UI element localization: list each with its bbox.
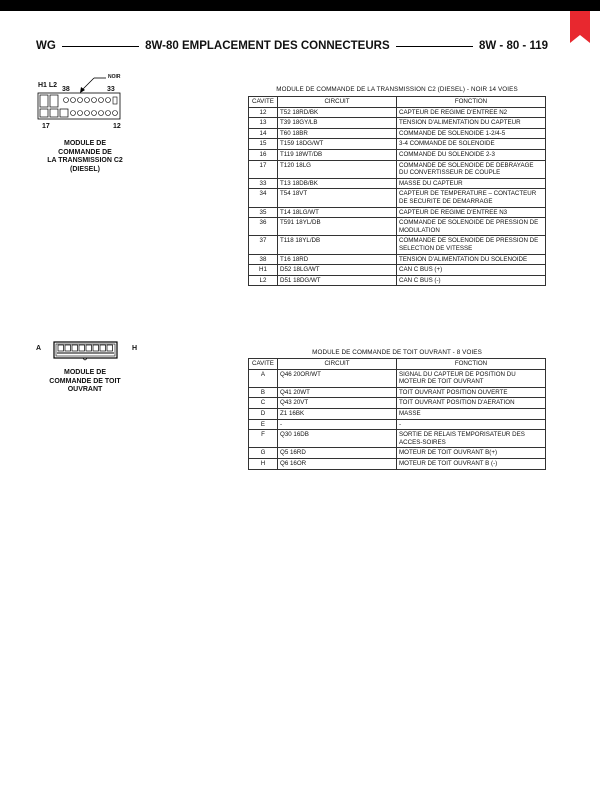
cavite-cell: 13 (249, 118, 278, 129)
table-row (249, 218, 546, 236)
pin-label: A (36, 345, 42, 352)
pin-label: 12 (113, 123, 121, 130)
cavite-cell: G (249, 448, 278, 459)
table-row (249, 419, 546, 430)
column-header: CAVITE (249, 359, 278, 370)
cavite-cell: H (249, 458, 278, 469)
fonction-cell: MOTEUR DE TOIT OUVRANT B (-) (397, 458, 546, 469)
circuit-cell: Q46 20OR/WT (278, 369, 397, 387)
column-header: CAVITE (249, 97, 278, 108)
top-bar (0, 0, 600, 11)
page-number: 8W - 80 - 119 (478, 40, 549, 52)
cavite-cell: 33 (249, 178, 278, 189)
cavite-cell: B (249, 387, 278, 398)
fonction-cell: SIGNAL DU CAPTEUR DE POSITION DU MOTEUR DE TOIT OUVRANT (397, 369, 546, 387)
column-header: CIRCUIT (278, 97, 397, 108)
cavite-cell: 14 (249, 128, 278, 139)
fonction-cell: CAN C BUS (+) (397, 265, 546, 276)
pin-label: 33 (107, 86, 115, 93)
fonction-cell: COMMANDE DE SOLENOIDE 1-2/4-5 (397, 128, 546, 139)
cavite-cell: A (249, 369, 278, 387)
fonction-cell: CAPTEUR DE REGIME D'ENTREE N2 (397, 107, 546, 118)
connector-shape (52, 340, 122, 364)
pin-label: 38 (62, 86, 70, 93)
fonction-cell: 3-4 COMMANDE DE SOLENOIDE (397, 139, 546, 150)
table-row (249, 369, 546, 387)
table-header (249, 359, 546, 370)
cavite-cell: 37 (249, 236, 278, 254)
circuit-cell: T60 18BR (278, 128, 397, 139)
table-title: MODULE DE COMMANDE DE TOIT OUVRANT - 8 VOIES (312, 349, 482, 356)
pin-label: 17 (42, 123, 50, 130)
table-row (249, 178, 546, 189)
cavite-cell: 12 (249, 107, 278, 118)
circuit-cell: T118 18YL/DB (278, 236, 397, 254)
caption-line: MODULE DE (64, 369, 106, 376)
fonction-cell: COMMANDE DE SOLENOIDE DE DEBRAYAGE DU CONVERTISSEUR DE COUPLE (397, 160, 546, 178)
cavite-cell: 16 (249, 149, 278, 160)
fonction-cell: MASSE (397, 408, 546, 419)
fonction-cell: TENSION D'ALIMENTATION DU SOLENOIDE (397, 254, 546, 265)
connector-shape (36, 76, 136, 136)
circuit-cell: D51 18DG/WT (278, 275, 397, 286)
table-row (249, 160, 546, 178)
table-row (249, 408, 546, 419)
table-row (249, 458, 546, 469)
circuit-cell: Q6 16OR (278, 458, 397, 469)
circuit-cell: Q30 16DB (278, 430, 397, 448)
circuit-cell: T16 18RD (278, 254, 397, 265)
circuit-cell: T14 18LG/WT (278, 207, 397, 218)
table-row (249, 118, 546, 129)
cavite-cell: 15 (249, 139, 278, 150)
cavite-cell: 38 (249, 254, 278, 265)
connector-diagram-transmission (36, 76, 136, 136)
cavite-cell: E (249, 419, 278, 430)
circuit-cell: T119 18WT/DB (278, 149, 397, 160)
circuit-cell: T120 18LG (278, 160, 397, 178)
fonction-cell: CAN C BUS (-) (397, 275, 546, 286)
circuit-cell: T13 18DB/BK (278, 178, 397, 189)
cavite-cell: 34 (249, 189, 278, 207)
bookmark-icon[interactable] (570, 11, 590, 43)
fonction-cell: TOIT OUVRANT POSITION D'AERATION (397, 398, 546, 409)
circuit-cell: T39 18GY/LB (278, 118, 397, 129)
header-title: 8W-80 EMPLACEMENT DES CONNECTEURS (145, 40, 390, 52)
page-header (36, 38, 548, 54)
caption-line: COMMANDE DE (58, 148, 112, 156)
table-row (249, 236, 546, 254)
table-row (249, 128, 546, 139)
table-row (249, 254, 546, 265)
fonction-cell: CAPTEUR DE REGIME D'ENTREE N3 (397, 207, 546, 218)
cavite-cell: C (249, 398, 278, 409)
table-row (249, 107, 546, 118)
color-label: NOIR (108, 74, 121, 80)
pin-label: H (132, 345, 138, 352)
connector-diagram-sunroof (36, 340, 146, 364)
caption-line: (DIESEL) (70, 165, 100, 173)
circuit-cell: Q41 20WT (278, 387, 397, 398)
circuit-cell: - (278, 419, 397, 430)
column-header: FONCTION (397, 97, 546, 108)
table-row (249, 265, 546, 276)
table-row (249, 149, 546, 160)
connector-caption (30, 369, 140, 395)
table-row (249, 387, 546, 398)
circuit-cell: D52 18LG/WT (278, 265, 397, 276)
fonction-cell: SORTIE DE RELAIS TEMPORISATEUR DES ACCES-SOIRES (397, 430, 546, 448)
cavite-cell: 17 (249, 160, 278, 178)
table-row (249, 139, 546, 150)
column-header: CIRCUIT (278, 359, 397, 370)
fonction-cell: COMMANDE DE SOLENOIDE DE PRESSION DE SELECTION DE VITESSE (397, 236, 546, 254)
cavite-cell: F (249, 430, 278, 448)
fonction-cell: COMMANDE DU SOLENOIDE 2-3 (397, 149, 546, 160)
divider (396, 46, 473, 47)
cavite-cell: H1 (249, 265, 278, 276)
fonction-cell: - (397, 419, 546, 430)
fonction-cell: TOIT OUVRANT POSITION OUVERTE (397, 387, 546, 398)
circuit-cell: T591 18YL/DB (278, 218, 397, 236)
table-row (249, 275, 546, 286)
cavite-cell: 36 (249, 218, 278, 236)
fonction-cell: MASSE DU CAPTEUR (397, 178, 546, 189)
table-row (249, 189, 546, 207)
connector-caption (30, 140, 140, 174)
caption-line: COMMANDE DE TOIT (49, 377, 121, 385)
table-title: MODULE DE COMMANDE DE LA TRANSMISSION C2 (DIESEL) - NOIR 14 VOIES (276, 86, 518, 93)
table-row (249, 430, 546, 448)
cavite-cell: L2 (249, 275, 278, 286)
fonction-cell: TENSION D'ALIMENTATION DU CAPTEUR (397, 118, 546, 129)
table-row (249, 207, 546, 218)
circuit-cell: Q43 20VT (278, 398, 397, 409)
cavite-cell: D (249, 408, 278, 419)
circuit-cell: T54 18VT (278, 189, 397, 207)
circuit-cell: Z1 16BK (278, 408, 397, 419)
circuit-cell: T52 18RD/BK (278, 107, 397, 118)
divider (62, 46, 139, 47)
fonction-cell: CAPTEUR DE TEMPERATURE – CONTACTEUR DE SECURITE DE DEMARRAGE (397, 189, 546, 207)
column-header: FONCTION (397, 359, 546, 370)
table-row (249, 448, 546, 459)
fonction-cell: MOTEUR DE TOIT OUVRANT B(+) (397, 448, 546, 459)
pin-label: H1 L2 (38, 82, 58, 89)
caption-line: MODULE DE (64, 140, 106, 147)
connector-table-transmission (248, 96, 546, 286)
fonction-cell: COMMANDE DE SOLENOIDE DE PRESSION DE MODULATION (397, 218, 546, 236)
caption-line: OUVRANT (67, 386, 103, 393)
caption-line: LA TRANSMISSION C2 (47, 157, 123, 164)
circuit-cell: T159 18DG/WT (278, 139, 397, 150)
cavite-cell: 35 (249, 207, 278, 218)
table-header (249, 97, 546, 108)
header-section: WG (36, 40, 56, 52)
circuit-cell: Q5 16RD (278, 448, 397, 459)
table-row (249, 398, 546, 409)
connector-table-sunroof (248, 358, 546, 470)
